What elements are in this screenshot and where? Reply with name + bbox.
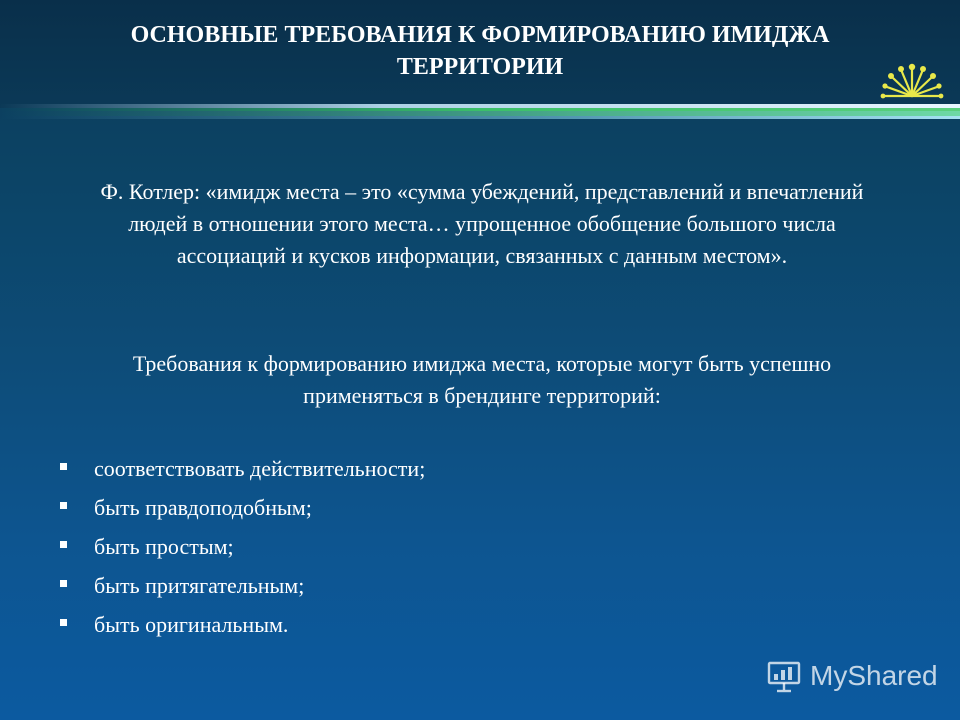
flower-burst-icon (880, 56, 944, 100)
list-item (58, 454, 758, 493)
list-item (58, 493, 758, 532)
square-bullet-icon (60, 502, 67, 509)
watermark-text: MyShared (810, 660, 938, 691)
list-item-text: быть оригинальным. (94, 612, 289, 637)
requirements-list (58, 454, 758, 649)
list-item (58, 610, 758, 649)
square-bullet-icon (60, 580, 67, 587)
list-item (58, 532, 758, 571)
slide-title: ОСНОВНЫЕ ТРЕБОВАНИЯ К ФОРМИРОВАНИЮ ИМИДЖА ТЕРРИТОРИИ (130, 22, 830, 80)
kotler-quote: Ф. Котлер: «имидж места – это «сумма убеждений, представлений и впечатлений людей в отношении этого места… упрощенное обобщение большого числа ассоциаций и кусков информации, связанных с данным местом». (100, 179, 864, 268)
presentation-board-icon (766, 658, 802, 694)
list-item (58, 571, 758, 610)
header-divider-stripe (0, 116, 960, 119)
slide-header (0, 0, 960, 108)
list-item-text: быть притягательным; (94, 573, 305, 598)
list-item-text: быть правдоподобным; (94, 495, 312, 520)
square-bullet-icon (60, 541, 67, 548)
square-bullet-icon (60, 619, 67, 626)
myshared-watermark[interactable] (766, 656, 938, 696)
list-item-text: соответствовать действительности; (94, 456, 426, 481)
list-item-text: быть простым; (94, 534, 234, 559)
square-bullet-icon (60, 463, 67, 470)
requirements-intro: Требования к формированию имиджа места, которые могут быть успешно применяться в брендинге территорий: (132, 351, 832, 408)
